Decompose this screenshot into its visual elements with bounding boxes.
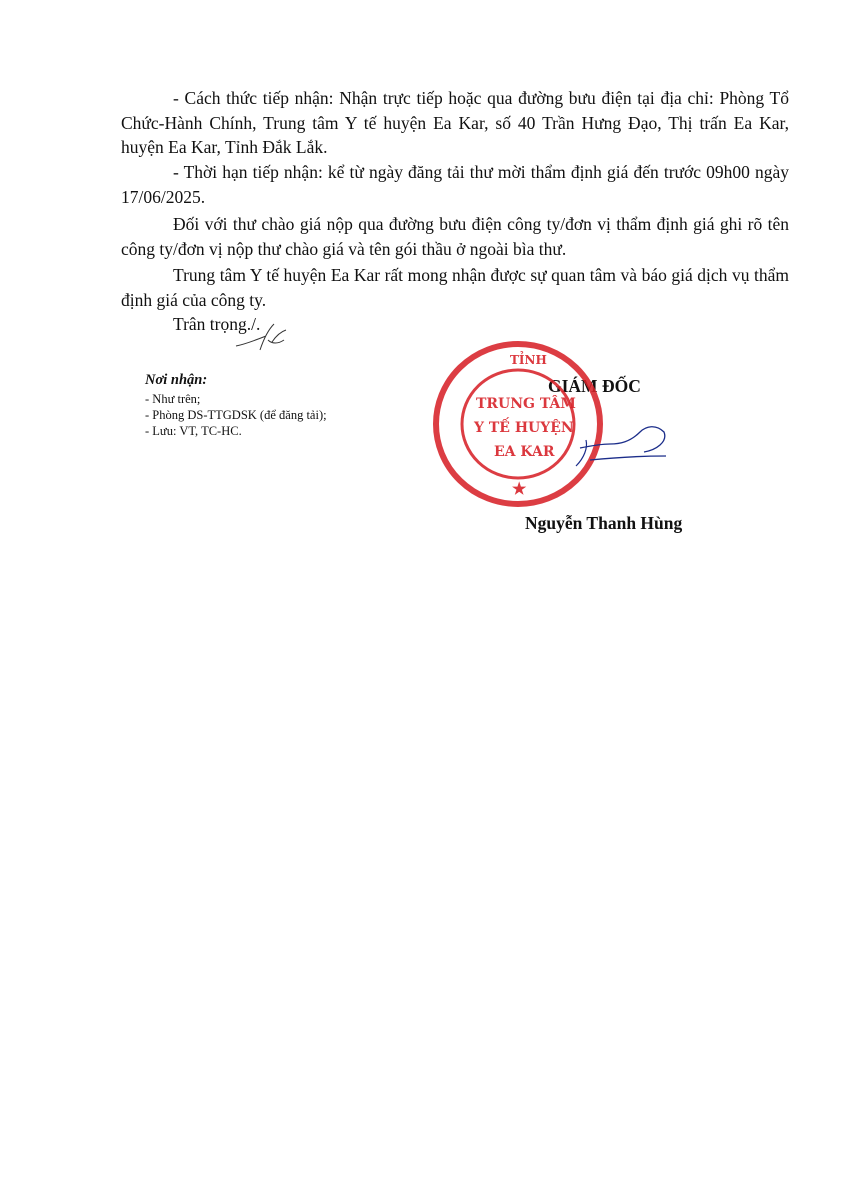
- recipients-block: [145, 372, 327, 439]
- initial-scribble-icon: [232, 318, 292, 354]
- recipient-item: - Như trên;: [145, 392, 201, 406]
- stamp-line3: EA KAR: [494, 444, 555, 460]
- director-name: Nguyễn Thanh Hùng: [525, 513, 683, 533]
- stamp-line1: TRUNG TÂM: [476, 396, 576, 412]
- recipient-item: - Phòng DS-TTGDSK (để đăng tải);: [145, 408, 327, 422]
- closing-request-paragraph: Trung tâm Y tế huyện Ea Kar rất mong nhận được sự quan tâm và báo giá dịch vụ thẩm định giá của công ty.: [121, 265, 789, 310]
- receiving-method-paragraph: - Cách thức tiếp nhận: Nhận trực tiếp hoặc qua đường bưu điện tại địa chỉ: Phòng Tổ Chức-Hành Chính, Trung tâm Y tế huyện Ea Kar, số 40 Trần Hưng Đạo, Thị trấn Ea Kar, huyện Ea Kar, Tỉnh Đắk Lắk.: [121, 88, 789, 157]
- recipients-title: Nơi nhận:: [145, 372, 208, 388]
- director-title: GIÁM ĐỐC: [548, 376, 641, 396]
- stamp-star: ★: [512, 479, 527, 498]
- deadline-paragraph: - Thời hạn tiếp nhận: kể từ ngày đăng tải thư mời thẩm định giá đến trước 09h00 ngày 17/06/2025.: [121, 162, 789, 207]
- postal-note-paragraph: Đối với thư chào giá nộp qua đường bưu điện công ty/đơn vị thẩm định giá ghi rõ tên công ty/đơn vị nộp thư chào giá và tên gói thầu ở ngoài bìa thư.: [121, 214, 789, 259]
- closing-greeting: Trân trọng./.: [173, 314, 261, 334]
- director-signature: [560, 418, 670, 473]
- stamp-line2: Y TẾ HUYỆN: [474, 420, 574, 436]
- stamp-top-text: TỈNH: [510, 353, 547, 367]
- recipient-item: - Lưu: VT, TC-HC.: [145, 424, 242, 438]
